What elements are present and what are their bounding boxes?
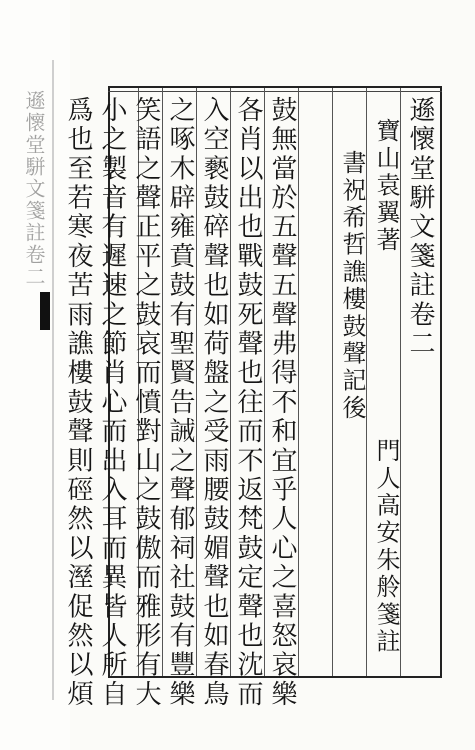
column-rule xyxy=(196,88,197,676)
body-column: 笑語之聲正平之鼓哀而憤對山之鼓傲而雅形有大 xyxy=(131,96,161,710)
book-title-column: 遜懷堂駢文箋註卷二 xyxy=(405,96,435,359)
page-edge-text: 遜懷堂駢文箋註卷二 xyxy=(22,90,46,288)
page-edge-line xyxy=(52,60,54,700)
frame-inner-rule xyxy=(108,91,442,92)
page-edge-marker xyxy=(40,292,50,330)
body-column: 鼓無當於五聲五聲弗得不和宜乎人心之喜怒哀樂 xyxy=(267,96,297,710)
column-rule xyxy=(332,88,333,676)
column-rule xyxy=(162,88,163,676)
body-column: 爲也至若寒夜苦雨譙樓鼓聲則硜然以溼促然以煩 xyxy=(63,96,93,710)
body-column: 之啄木辟雍賁鼓有聖賢告誡之聲郁祠社鼓有豐樂 xyxy=(165,96,195,710)
column-rule xyxy=(264,88,265,676)
essay-title: 書祝希哲譙樓鼓聲記後 xyxy=(338,150,366,422)
commentator-line: 門人高安朱舲箋註 xyxy=(372,438,400,656)
column-rule xyxy=(298,88,299,676)
author-line: 寶山袁翼著 xyxy=(372,118,400,254)
body-column: 小之製音有遲速之節肖心而出入耳而異皆人所自 xyxy=(97,96,127,710)
column-rule xyxy=(230,88,231,676)
body-column: 入空褻鼓碎聲也如荷盤之受雨腰鼓媚聲也如春鳥 xyxy=(199,96,229,710)
page-edge-strip xyxy=(0,0,70,750)
body-column: 各肖以出也戰鼓死聲也往而不返梵鼓定聲也沈而 xyxy=(233,96,263,710)
